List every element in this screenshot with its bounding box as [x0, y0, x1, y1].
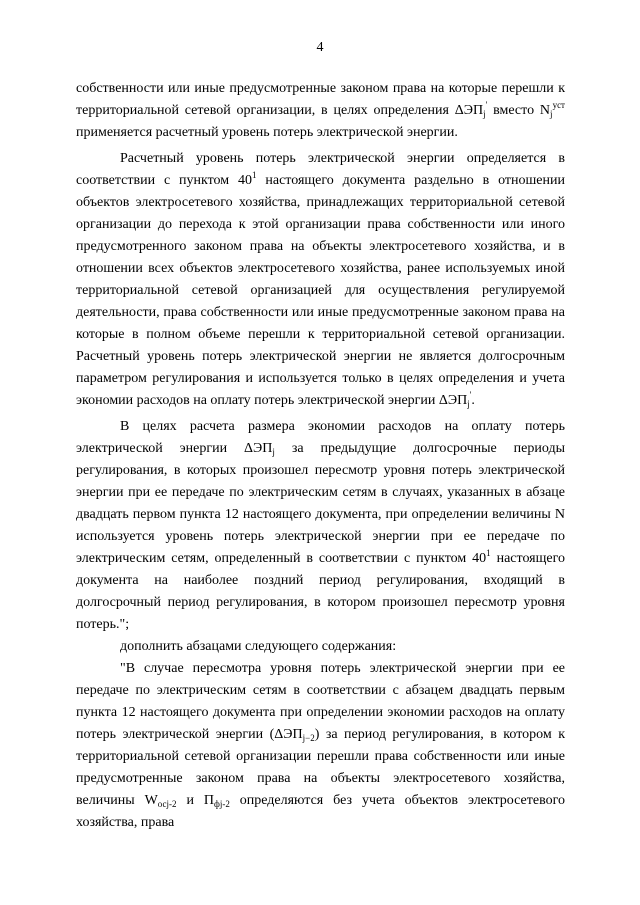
text-run: дополнить абзацами следующего содержания:	[120, 639, 397, 654]
formula-symbol: ΔЭП	[438, 393, 468, 408]
formula-delta-ep-j	[244, 441, 275, 456]
formula-p-f-j-2	[204, 793, 230, 808]
formula-superscript: '	[485, 100, 488, 110]
formula-delta-ep-j-prime	[454, 100, 488, 119]
text-run: и	[176, 793, 204, 808]
formula-symbol: П	[203, 793, 214, 808]
footnote-superscript: 1	[486, 548, 491, 558]
text-run: собственности или иные предусмотренные законом права на которые перешли к территориальной сетевой организации, в целях определения	[76, 81, 565, 118]
text-run: настоящего документа раздельно в отношении объектов электросетевого хозяйства, принадлежащих территориальной сетевой организации до перехода к этой организации права собственности или иного предусмотренного законом права на объекты электросетевого хозяйства, и в отношении всех объектов электросетевого хозяйства, ранее используемых иной территориальной сетевой организацией для осуществления регулируемой деятельности, права собственности или иные предусмотренные законом права на которые в полном объеме перешли к территориальной сетевой организации. Расчетный уровень потерь электрической энергии не является долгосрочным параметром регулирования и используется только в целях определения и учета экономии расходов на оплату потерь электрической энергии	[76, 173, 565, 408]
paragraph-4	[76, 636, 565, 658]
formula-n-j-ust	[539, 100, 565, 119]
text-run: определяются без учета объектов электросетевого хозяйства, права	[76, 793, 565, 830]
formula-w-oc-j-2	[145, 793, 177, 808]
formula-symbol: ΔЭП	[454, 103, 484, 118]
text-run: "В случае пересмотра уровня потерь электрической энергии при ее передаче по электрическим сетям в соответствии с абзацем двадцать первым пункта 12 настоящего документа при определении экономии расходов на оплату потерь электрической энергии (	[76, 661, 565, 742]
formula-subscript: j−2	[302, 733, 315, 743]
text-run: применяется расчетный уровень потерь электрической энергии.	[76, 125, 458, 140]
formula-symbol: ΔЭП	[244, 441, 273, 456]
paragraph-2	[76, 148, 565, 412]
text-run: В целях расчета размера экономии расходов на оплату потерь электрической энергии	[76, 419, 565, 456]
formula-superscript: уст	[552, 100, 565, 110]
text-run: ) за период регулирования, в котором к территориальной сетевой организации перешли права собственности или иные предусмотренные законом права на объекты электросетевого хозяйства, величины	[76, 727, 565, 808]
formula-subscript: j	[483, 109, 486, 119]
text-run: .	[471, 393, 475, 408]
paragraph-1	[76, 78, 565, 144]
formula-subscript: осј-2	[157, 799, 177, 809]
formula-symbol: N	[539, 103, 551, 118]
text-run: настоящего документа на наиболее поздний период регулирования, входящий в долгосрочный период регулирования, в котором произошел пересмотр уровня потерь.";	[76, 551, 565, 632]
document-body	[76, 78, 565, 834]
formula-subscript: j	[550, 109, 553, 119]
text-run: Расчетный уровень потерь электрической энергии определяется в соответствии с пунктом 40	[76, 151, 565, 188]
formula-subscript: j	[272, 447, 275, 457]
formula-superscript: '	[469, 390, 472, 400]
page-number: 4	[316, 40, 324, 55]
paragraph-3	[76, 416, 565, 636]
formula-subscript: фј-2	[213, 799, 230, 809]
formula-delta-ep-j-prime	[438, 390, 472, 409]
formula-delta-ep-j-2	[274, 727, 314, 742]
text-run: за предыдущие долгосрочные периоды регулирования, в которых произошел пересмотр уровня потерь электрической энергии при ее передаче по электрическим сетям в случаях, указанных в абзаце двадцать первом пункта 12 настоящего документа, при определении величины N используется уровень потерь электрической энергии при ее передаче по электрическим сетям, определенный в соответствии с пунктом 40	[76, 441, 565, 566]
text-run: вместо	[487, 103, 540, 118]
paragraph-5	[76, 658, 565, 834]
formula-symbol: ΔЭП	[274, 727, 303, 742]
footnote-superscript: 1	[252, 170, 257, 180]
formula-symbol: W	[144, 793, 158, 808]
formula-subscript: j	[467, 399, 470, 409]
